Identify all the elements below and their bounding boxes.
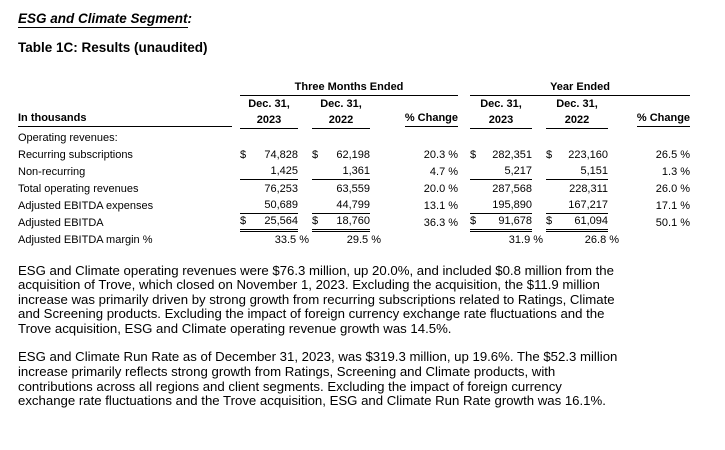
results-table <box>18 81 690 248</box>
row-label: Adjusted EBITDA <box>18 216 104 229</box>
row-operating-revenues-header <box>18 129 690 146</box>
dollar-sign <box>240 163 254 180</box>
dollar-sign <box>470 231 484 248</box>
dollar-sign <box>546 197 560 214</box>
value-cell: 33.5 % <box>274 233 309 246</box>
spacer <box>298 214 312 231</box>
spacer <box>240 129 690 146</box>
row-total-operating-revenues <box>18 180 690 197</box>
table-title: Table 1C: Results (unaudited) <box>18 40 208 55</box>
spacer <box>458 96 470 112</box>
paragraph-line: ESG and Climate operating revenues were $76.3 million, up 20.0%, and included $0.8 million from the <box>18 262 614 278</box>
pct-change-cell: 1.3 % <box>661 165 691 178</box>
segment-heading <box>18 11 725 28</box>
pct-change-cell: 50.1 % <box>655 216 691 229</box>
dollar-sign: $ <box>312 148 319 161</box>
row-adjusted-ebitda-expenses <box>18 197 690 214</box>
col-header-q-pct-change: % Change <box>370 112 458 129</box>
col-header-q-2023: 2023 <box>240 112 298 129</box>
value-cell: 62,198 <box>336 148 370 161</box>
paragraph-line: exchange rate fluctuations and the Trove acquisition, ESG and Climate Run Rate growth was 16.1%. <box>18 393 606 409</box>
row-label: Total operating revenues <box>18 182 139 195</box>
value-cell: 195,890 <box>484 197 532 214</box>
value-cell: 76,253 <box>264 182 298 195</box>
value-cell: 1,425 <box>254 163 298 180</box>
value-cell: 61,094 <box>560 214 608 231</box>
spacer <box>18 81 240 96</box>
col-header-date-q-2022: Dec. 31, <box>320 97 362 110</box>
value-cell: 5,151 <box>560 163 608 180</box>
dollar-sign <box>470 180 484 197</box>
spacer <box>458 81 470 96</box>
paragraph-line: contributions across all regions and client segments. Excluding the impact of foreign currency <box>18 378 562 394</box>
row-label: Recurring subscriptions <box>18 148 133 161</box>
year-header-row <box>18 112 690 129</box>
dollar-sign <box>470 197 484 214</box>
paragraph-line: ESG and Climate Run Rate as of December 31, 2023, was $319.3 million, up 19.6%. The $52.3 million <box>18 349 618 365</box>
dollar-sign <box>312 231 326 248</box>
paragraph-operating-revenues <box>18 264 718 337</box>
col-header-date-y-2023: Dec. 31, <box>480 97 522 110</box>
value-cell: 287,568 <box>492 182 533 195</box>
col-header-y-2023: 2023 <box>470 112 532 129</box>
dollar-sign: $ <box>240 214 254 231</box>
value-cell: 91,678 <box>484 214 532 231</box>
value-cell: 18,760 <box>326 214 370 231</box>
paragraph-line: increase primarily reflects strong growth from Ratings, Screening and Climate products, with <box>18 364 556 380</box>
value-cell: 25,564 <box>254 214 298 231</box>
pct-change-cell: 13.1 % <box>423 199 459 212</box>
value-cell: 228,311 <box>569 182 609 195</box>
spacer <box>458 163 470 180</box>
dollar-sign <box>240 231 254 248</box>
spacer <box>532 197 546 214</box>
group-header-three-months: Three Months Ended <box>240 81 458 96</box>
paragraph-line: increase was primarily driven by strong growth from recurring subscriptions related to Ratings, Climate <box>18 291 615 307</box>
row-label: Adjusted EBITDA expenses <box>18 199 154 212</box>
spacer <box>458 197 470 214</box>
value-cell: 74,828 <box>264 148 298 161</box>
paragraph-run-rate <box>18 350 718 408</box>
pct-change-cell: 20.3 % <box>423 148 459 161</box>
paragraph-line: and Screening products. Excluding the impact of foreign currency exchange rate fluctuations and the <box>18 306 605 322</box>
label-column-header: In thousands <box>18 112 240 129</box>
spacer <box>532 214 546 231</box>
spacer <box>298 163 312 180</box>
date-header-row <box>18 96 690 112</box>
dollar-sign <box>312 180 326 197</box>
pct-change-cell <box>608 231 690 248</box>
row-non-recurring <box>18 163 690 180</box>
dollar-sign <box>240 197 254 214</box>
value-cell: 50,689 <box>254 197 298 214</box>
dollar-sign: $ <box>240 148 247 161</box>
segment-heading-colon: : <box>187 11 193 26</box>
dollar-sign: $ <box>470 148 477 161</box>
pct-change-cell: 17.1 % <box>655 199 691 212</box>
segment-heading-text: ESG and Climate Segment <box>18 11 188 26</box>
dollar-sign: $ <box>312 214 326 231</box>
value-cell: 63,559 <box>336 182 370 195</box>
pct-change-cell <box>370 231 458 248</box>
spacer <box>458 180 470 197</box>
value-cell: 223,160 <box>568 148 609 161</box>
value-cell: 29.5 % <box>346 233 381 246</box>
value-cell: 26.8 % <box>584 233 620 246</box>
dollar-sign <box>546 231 560 248</box>
value-cell: 31.9 % <box>508 233 544 246</box>
spacer <box>298 96 312 112</box>
spacer <box>532 96 546 112</box>
row-adjusted-ebitda-margin <box>18 231 690 248</box>
pct-change-cell: 26.0 % <box>655 182 691 195</box>
group-header-row <box>18 81 690 96</box>
row-adjusted-ebitda <box>18 214 690 231</box>
paragraph-line: Trove acquisition, ESG and Climate operating revenue growth was 14.5%. <box>18 320 452 336</box>
col-header-y-2022: 2022 <box>546 112 608 129</box>
dollar-sign: $ <box>546 214 560 231</box>
dollar-sign <box>240 180 254 197</box>
dollar-sign <box>312 197 326 214</box>
spacer <box>458 112 470 129</box>
pct-change-cell: 36.3 % <box>423 216 459 229</box>
value-cell: 5,217 <box>484 163 532 180</box>
col-header-date-y-2022: Dec. 31, <box>556 97 598 110</box>
value-cell: 1,361 <box>326 163 370 180</box>
value-cell: 44,799 <box>326 197 370 214</box>
pct-change-cell: 4.7 % <box>429 165 459 178</box>
spacer <box>298 180 312 197</box>
spacer <box>18 96 240 112</box>
spacer <box>608 96 690 112</box>
spacer <box>298 112 312 129</box>
col-header-date-q-2023: Dec. 31, <box>248 97 290 110</box>
spacer <box>458 146 470 163</box>
dollar-sign <box>470 163 484 180</box>
spacer <box>298 197 312 214</box>
dollar-sign: $ <box>546 148 553 161</box>
dollar-sign <box>546 163 560 180</box>
dollar-sign <box>312 163 326 180</box>
value-cell: 167,217 <box>560 197 608 214</box>
pct-change-cell: 26.5 % <box>655 148 691 161</box>
spacer <box>458 231 470 248</box>
spacer <box>458 214 470 231</box>
dollar-sign: $ <box>470 214 484 231</box>
col-header-y-pct-change: % Change <box>608 112 690 129</box>
row-recurring-subscriptions <box>18 146 690 163</box>
col-header-q-2022: 2022 <box>312 112 370 129</box>
spacer <box>532 112 546 129</box>
spacer <box>532 180 546 197</box>
spacer <box>532 163 546 180</box>
row-label: Operating revenues: <box>18 131 118 144</box>
group-header-year-ended: Year Ended <box>470 81 690 96</box>
value-cell: 282,351 <box>492 148 533 161</box>
row-label: Adjusted EBITDA margin % <box>18 233 153 246</box>
pct-change-cell: 20.0 % <box>423 182 459 195</box>
spacer <box>298 146 312 163</box>
spacer <box>532 146 546 163</box>
spacer <box>370 96 458 112</box>
row-label: Non-recurring <box>18 165 86 178</box>
dollar-sign <box>546 180 560 197</box>
paragraph-line: acquisition of Trove, which closed on November 1, 2023. Excluding the acquisition, the $11.9 million <box>18 277 600 293</box>
